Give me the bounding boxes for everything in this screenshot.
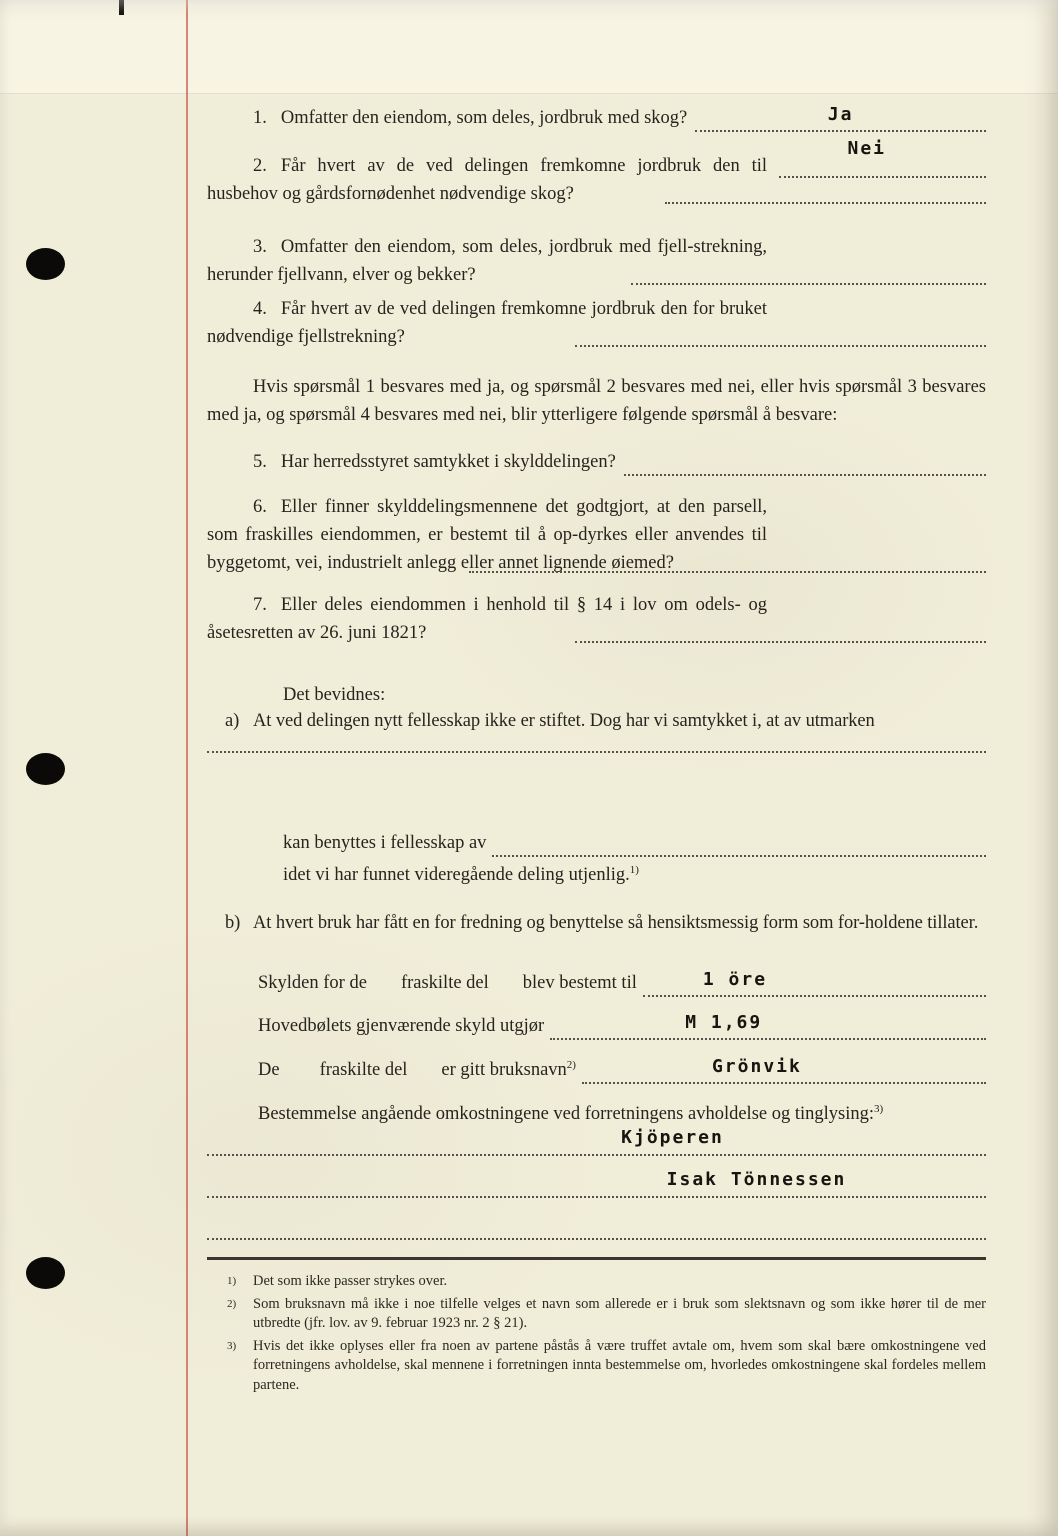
question-1 [207,104,986,132]
hole-punch-top [26,248,65,280]
question-1-text: Omfatter den eiendom, som deles, jordbruk med skog? [280,108,688,128]
field-bruksnavn-label-2: fraskilte del [319,1060,408,1080]
footnote-1 [207,1272,986,1292]
footnote-separator-rule [207,1257,986,1260]
field-hovedbol-answer-line [550,1012,986,1040]
field-skyld-answer-line [643,969,986,997]
question-6-text: Eller finner skylddelingsmennene det godtgjort, at den parsell, som fraskilles eiendommen, er bestemt til å op-dyrkes eller anvendes til byggetomt, vei, industrielt anlegg eller annet lignende øiemed? [207,497,767,573]
question-5-answer-line [624,452,986,476]
question-4 [207,295,986,351]
item-b-marker: b) [225,913,241,933]
field-bruksnavn [207,1056,986,1084]
question-3 [207,233,986,289]
question-1-answer: Ja [827,104,854,125]
question-6-paragraph [207,493,767,577]
question-4-paragraph [207,295,767,351]
question-4-answer-line [575,345,986,347]
form-content [207,0,986,1395]
item-a [207,707,986,735]
question-4-number: 4. [253,299,267,319]
footnote-2-text: Som bruksnavn må ikke i noe tilfelle velges et navn som allerede er i bruk som slektsnavn og som ikke hører til de mer utbredte (jfr. lov. av 9. februar 1923 nr. 2 § 21). [253,1295,986,1331]
item-a-marker: a) [225,711,240,731]
scan-artifact-mark [119,0,124,15]
footnote-1-ref: 1) [227,1275,237,1287]
footnote-2-ref: 2) [227,1297,237,1310]
question-7-text: Eller deles eiendommen i henhold til § 14 i lov om odels- og åsetesretten av 26. juni 1821? [207,595,767,643]
field-bruksnavn-label-1: De [258,1060,280,1080]
field-skyld-label-2: fraskilte del [400,973,489,993]
field-skyld-value: 1 öre [702,969,768,990]
question-3-paragraph [207,233,767,289]
field-skyld-label-1: Skylden for de [258,973,367,993]
question-5-number: 5. [253,452,267,472]
footnote-3 [207,1337,986,1396]
field-bruksnavn-answer-line [582,1056,986,1084]
question-7 [207,591,986,647]
item-b-text: At hvert bruk har fått en for fredning og benyttelse så hensiktsmessig form som for-holdene tillater. [253,913,979,933]
question-6-answer-line [469,571,986,573]
question-6-number: 6. [253,497,267,517]
signature-line-1 [207,1128,986,1156]
question-3-text: Omfatter den eiendom, som deles, jordbruk med fjell-strekning, herunder fjellvann, elver og bekker? [207,237,767,285]
field-hovedbol-label: Hovedbølets gjenværende skyld utgjør [258,1016,545,1036]
bestemmelse-paragraph [207,1100,986,1128]
footnote-2 [207,1295,986,1334]
fellesskap-label: kan benyttes i fellesskap av [283,833,487,853]
question-3-answer-line [631,283,986,285]
footnote-ref-2: 2) [566,1058,576,1071]
question-2-answer: Nei [847,138,886,159]
item-a-text: At ved delingen nytt fellesskap ikke er stiftet. Dog har vi samtykket i, at av utmarken [253,711,875,731]
question-5 [207,448,986,476]
question-2 [207,138,986,208]
field-skyld [207,969,986,997]
utjenlig-line [207,861,986,889]
signature-line-2 [207,1170,986,1198]
question-2-answer-line [779,176,986,178]
question-7-number: 7. [253,595,267,615]
question-7-paragraph [207,591,767,647]
question-4-text: Får hvert av de ved delingen fremkomne jordbruk den for bruket nødvendige fjellstrekning? [207,299,767,347]
field-bruksnavn-label-text: er gitt bruksnavn [441,1060,567,1080]
bestemmelse-text: Bestemmelse angående omkostningene ved forretningens avholdelse og tinglysing: [258,1104,875,1124]
interlude-paragraph: Hvis spørsmål 1 besvares med ja, og spørsmål 2 besvares med nei, eller hvis spørsmål 3 besvares med ja, og spørsmål 4 besvares med nei, blir ytterligere følgende spørsmål å besvare: [207,377,986,425]
footnote-1-text: Det som ikke passer strykes over. [253,1273,448,1289]
item-b [207,909,986,937]
hole-punch-middle [26,753,65,785]
question-5-text: Har herredsstyret samtykket i skylddelingen? [280,452,616,472]
fellesskap-row [207,829,986,857]
field-skyld-label-3: blev bestemt til [522,973,637,993]
blank-fill-line [207,751,986,753]
signature-value-2: Isak Tönnessen [666,1169,847,1190]
question-2-paragraph [207,152,767,208]
footnote-ref-1: 1) [629,863,639,876]
footnote-3-ref: 3) [227,1339,237,1352]
footnote-ref-3: 3) [874,1102,884,1115]
question-1-answer-line [695,104,986,132]
red-margin-line [186,0,188,1536]
field-bruksnavn-label-3 [441,1056,576,1084]
utjenlig-text: idet vi har funnet videregående deling utjenlig. [283,865,630,885]
field-hovedbol [207,1012,986,1040]
attestation-heading: Det bevidnes: [283,685,386,705]
footnote-3-text: Hvis det ikke oplyses eller fra noen av partene påstås å være truffet avtale om, hvem som skal bære omkostningene ved forretningens avholdelse, skal mennene i forretningen innta bestemmelse om, hvorledes omkostningene skal fordeles mellem partene. [253,1337,986,1393]
question-2-text: Får hvert av de ved delingen fremkomne jordbruk den til husbehov og gårdsfornødenhet nødvendige skog? [207,156,767,204]
fellesskap-answer-line [492,833,986,857]
question-7-answer-line [575,641,986,643]
question-1-number: 1. [253,108,267,128]
signature-value-1: Kjöperen [621,1127,724,1148]
question-3-number: 3. [253,237,267,257]
question-2-number: 2. [253,156,267,176]
hole-punch-bottom [26,1257,65,1289]
question-6 [207,493,986,577]
question-2-answer-line-2 [665,202,986,204]
field-bruksnavn-value: Grönvik [711,1056,802,1077]
field-hovedbol-value: M 1,69 [685,1012,763,1033]
signature-line-3 [207,1212,986,1240]
